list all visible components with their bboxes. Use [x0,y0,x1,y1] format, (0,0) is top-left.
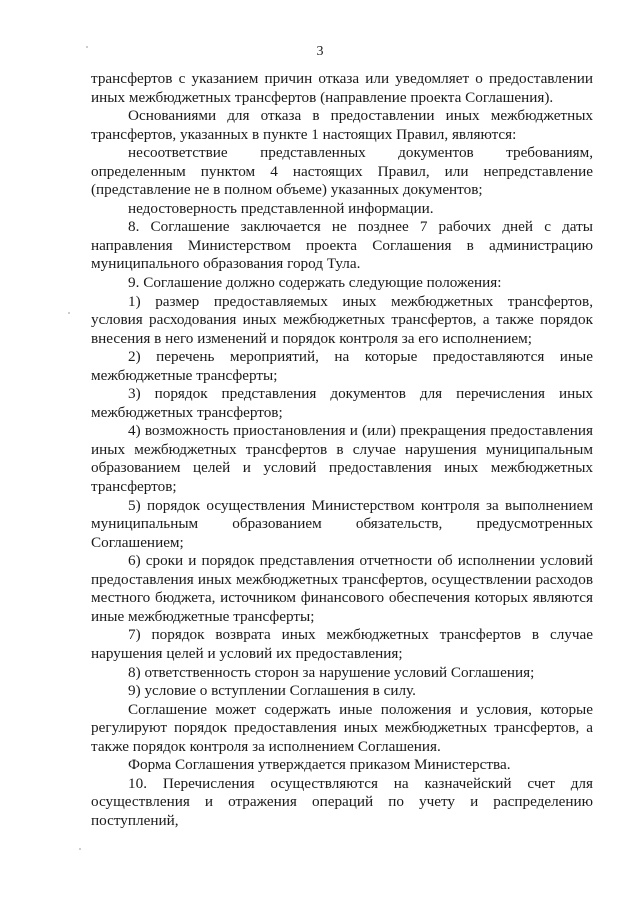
paragraph: несоответствие представленных документов требованиям, определенным пунктом 4 настоящих Правил, или непредставление (представление не в полном объеме) указанных документов; [91,144,593,199]
paragraph: Соглашение может содержать иные положения и условия, которые регулируют порядок предоставления иных межбюджетных трансфертов, а также порядок контроля за исполнением Соглашения. [91,700,593,755]
scan-speck [86,46,88,48]
paragraph: трансфертов с указанием причин отказа или уведомляет о предоставлении иных межбюджетных трансфертов (направление проекта Соглашения). [91,70,593,106]
paragraph: 8. Соглашение заключается не позднее 7 рабочих дней с даты направления Министерством проекта Соглашения в администрацию муниципального образования город Тула. [91,218,593,273]
paragraph: 4) возможность приостановления и (или) прекращения предоставления иных межбюджетных трансфертов в случае нарушения муниципальным образованием целей и условий предоставления иных межбюджетных трансфертов; [91,422,593,496]
scan-speck [79,848,81,850]
paragraph: 2) перечень мероприятий, на которые предоставляются иные межбюджетные трансферты; [91,348,593,384]
paragraph: недостоверность представленной информации. [128,199,434,217]
paragraph: 5) порядок осуществления Министерством контроля за выполнением муниципальным образованием обязательств, предусмотренных Соглашением; [91,496,593,551]
scan-speck [68,312,70,314]
paragraph: 1) размер предоставляемых иных межбюджетных трансфертов, условия расходования иных межбюджетных трансфертов, а также порядок внесения в него изменений и порядок контроля за его исполнением; [91,292,593,347]
paragraph: 8) ответственность сторон за нарушение условий Соглашения; [128,663,535,681]
paragraph: 7) порядок возврата иных межбюджетных трансфертов в случае нарушения целей и условий их предоставления; [91,626,593,662]
paragraph: 6) сроки и порядок представления отчетности об исполнении условий предоставления иных межбюджетных трансфертов, осуществлении расходов местного бюджета, источником финансового обеспечения которых являются иные межбюджетные трансферты; [91,552,593,625]
document-body [91,70,593,830]
paragraph: 10. Перечисления осуществляются на казначейский счет для осуществления и отражения операций по учету и распределению поступлений, [91,774,593,829]
paragraph: 9) условие о вступлении Соглашения в силу. [128,682,416,700]
paragraph: Основаниями для отказа в предоставлении иных межбюджетных трансфертов, указанных в пункте 1 настоящих Правил, являются: [91,107,593,143]
paragraph: 9. Соглашение должно содержать следующие положения: [128,274,502,292]
paragraph: Форма Соглашения утверждается приказом Министерства. [128,756,511,774]
page-number: 3 [316,44,324,59]
paragraph: 3) порядок представления документов для перечисления иных межбюджетных трансфертов; [91,385,593,421]
